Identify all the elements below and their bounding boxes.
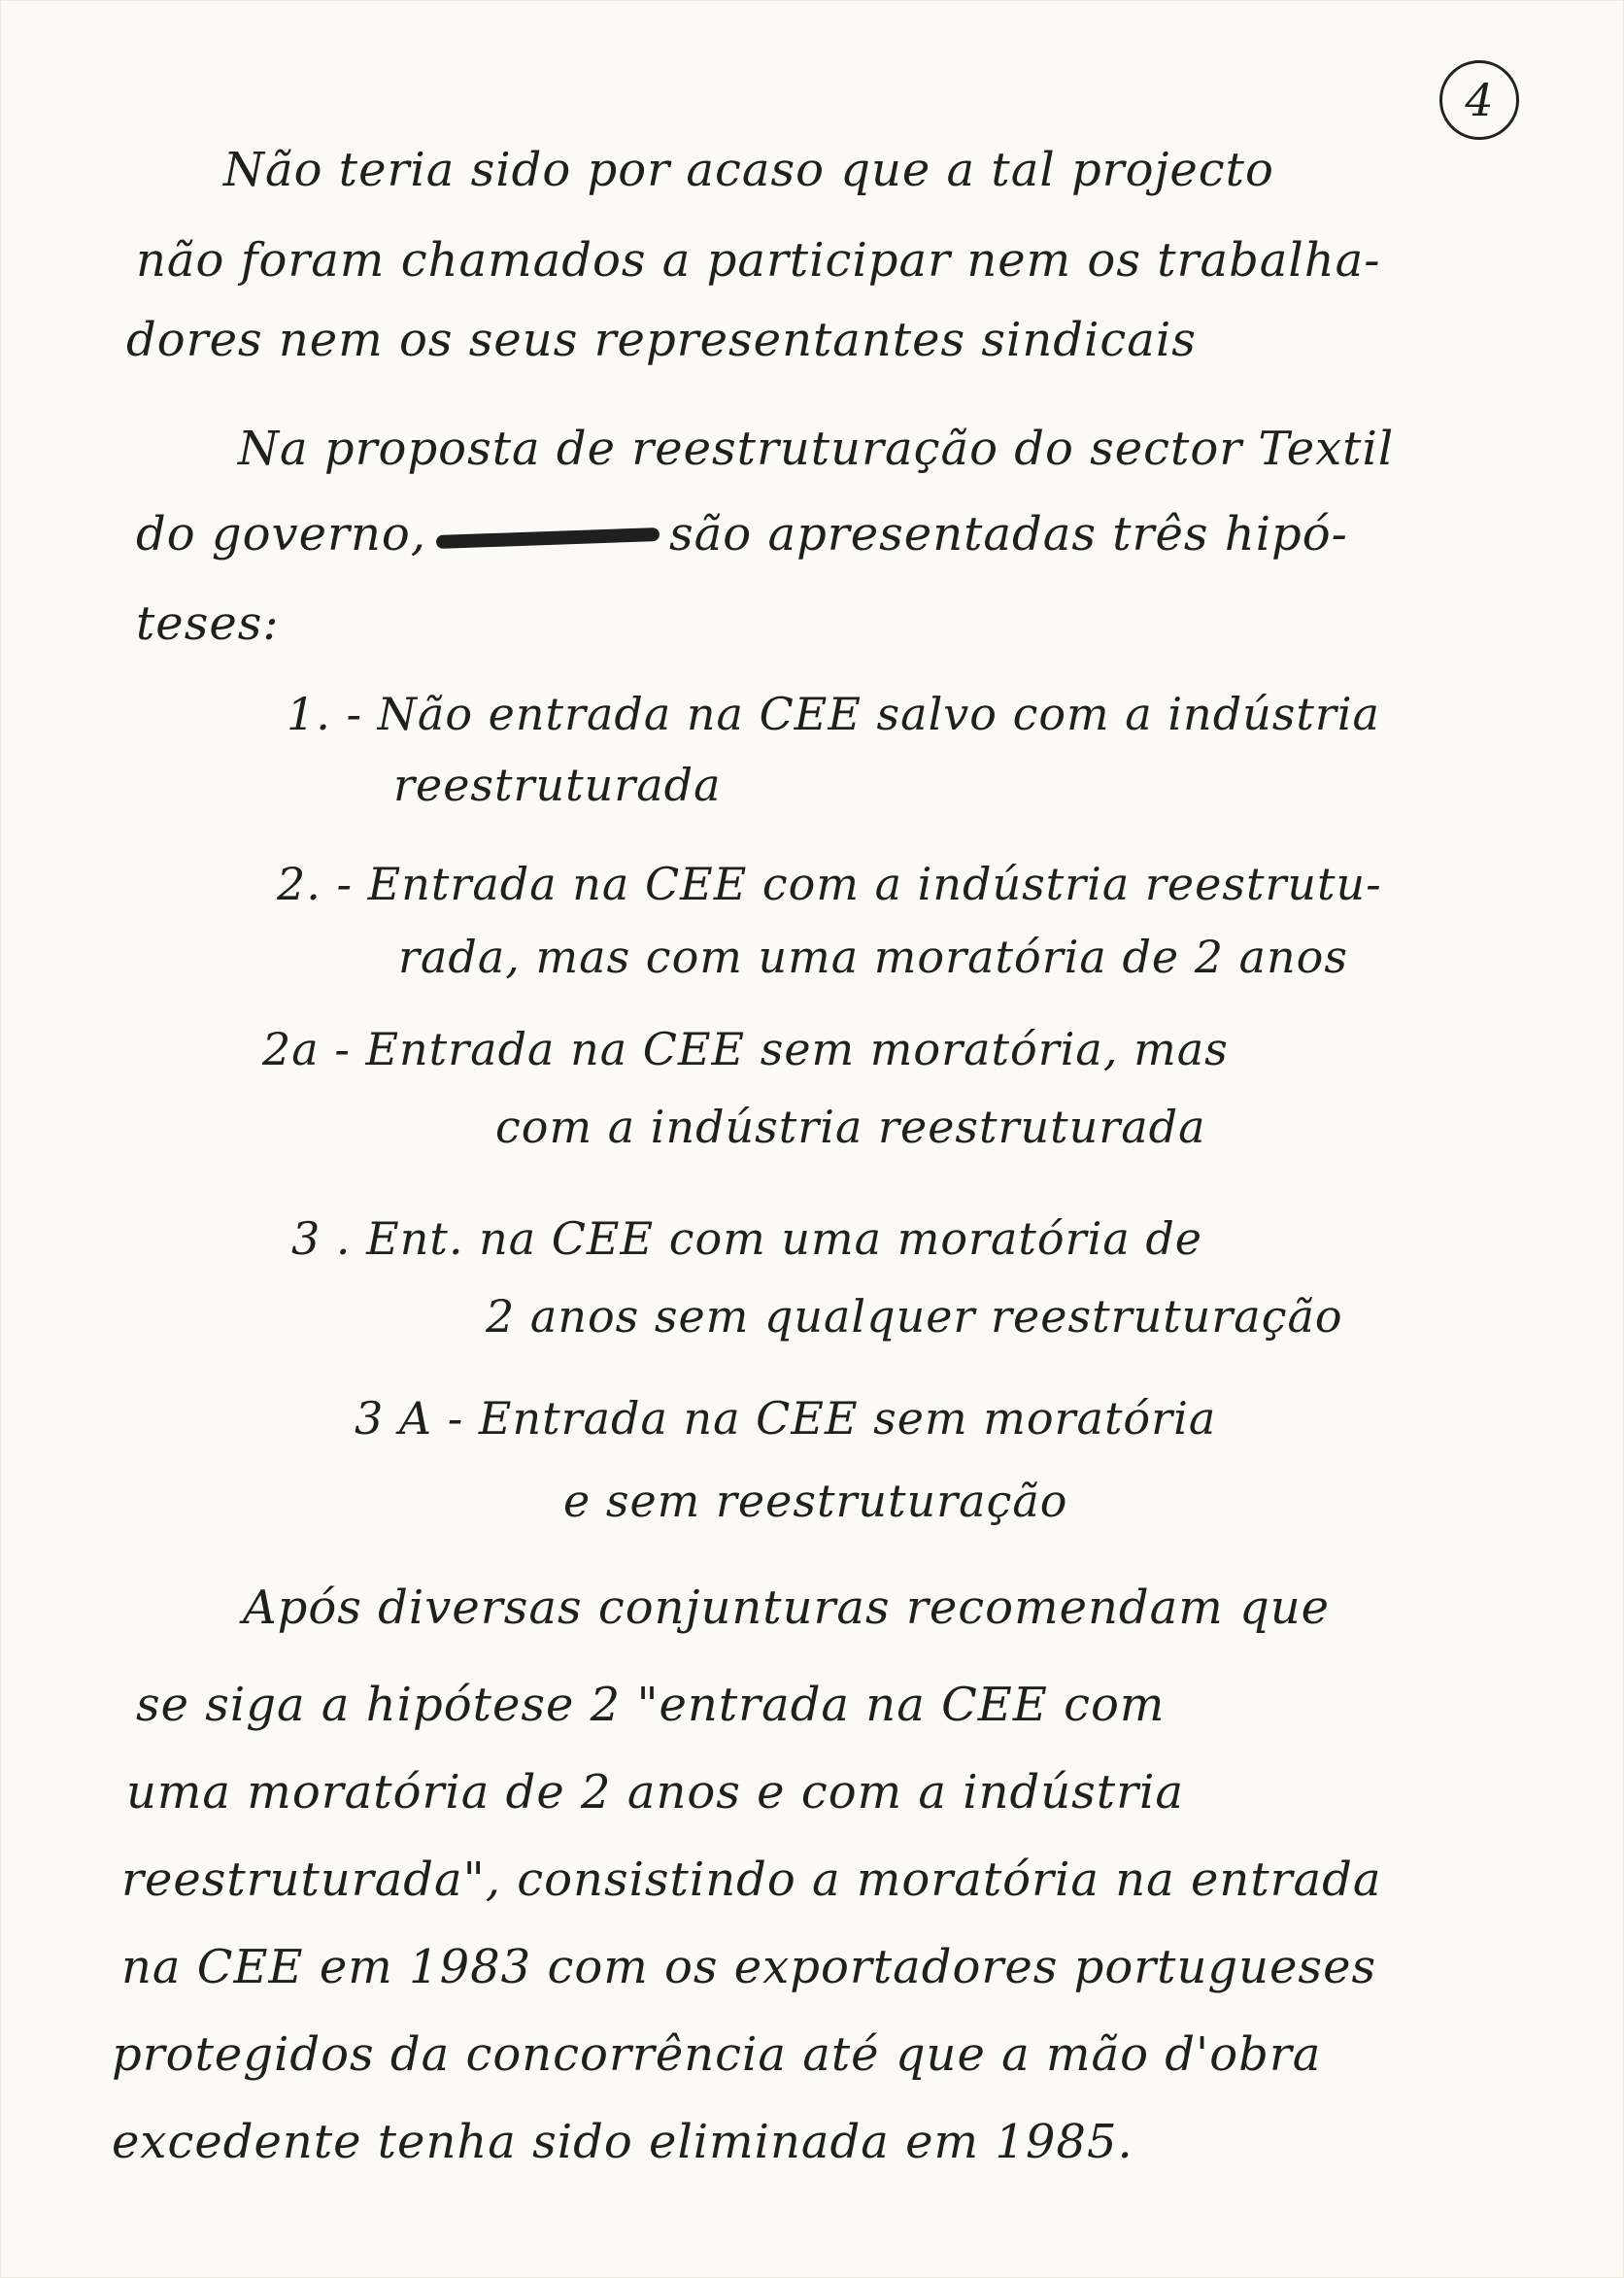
hypothesis-2-line1: 2. - Entrada na CEE com a indústria reestrutu- <box>277 858 1382 910</box>
paragraph1-line1: Não teria sido por acaso que a tal projecto <box>223 143 1274 197</box>
hypothesis-2a-line1: 2a - Entrada na CEE sem moratória, mas <box>262 1023 1229 1075</box>
paragraph3-line5: na CEE em 1983 com os exportadores portugueses <box>121 1940 1377 1994</box>
paragraph2-line1: Na proposta de reestruturação do sector Textil <box>238 422 1395 476</box>
paragraph1-line2: não foram chamados a participar nem os trabalha- <box>136 233 1381 288</box>
paragraph3-line1: Após diversas conjunturas recomendam que <box>243 1581 1331 1635</box>
page-number: 4 <box>1439 60 1519 140</box>
paragraph3-line2: se siga a hipótese 2 "entrada na CEE com <box>136 1678 1166 1732</box>
hypothesis-3-line2: 2 anos sem qualquer reestruturação <box>486 1290 1343 1343</box>
hypothesis-2-line2: rada, mas com uma moratória de 2 anos <box>398 931 1348 983</box>
paragraph1-line3: dores nem os seus representantes sindicais <box>126 313 1197 367</box>
paragraph2-line2-start: do governo, <box>136 507 427 561</box>
hypothesis-3a-line2: e sem reestruturação <box>563 1475 1068 1527</box>
paragraph2-line3: teses: <box>136 596 280 651</box>
paragraph2-line2-end: são apresentadas três hipó- <box>669 507 1348 561</box>
paragraph3-line7: excedente tenha sido eliminada em 1985. <box>112 2115 1133 2169</box>
paragraph3-line3: uma moratória de 2 anos e com a indústria <box>126 1765 1184 1819</box>
hypothesis-3-line1: 3 . Ent. na CEE com uma moratória de <box>291 1212 1203 1265</box>
hypothesis-1-line1: 1. - Não entrada na CEE salvo com a indústria <box>287 688 1380 740</box>
struck-out-word <box>436 527 660 548</box>
paragraph2-line2 <box>136 505 1348 563</box>
hypothesis-2a-line2: com a indústria reestruturada <box>495 1101 1206 1153</box>
paragraph3-line4: reestruturada", consistindo a moratória na entrada <box>121 1853 1382 1907</box>
hypothesis-1-line2: reestruturada <box>393 759 722 811</box>
paragraph3-line6: protegidos da concorrência até que a mão d'obra <box>112 2027 1322 2082</box>
hypothesis-3a-line1: 3 A - Entrada na CEE sem moratória <box>355 1392 1217 1445</box>
